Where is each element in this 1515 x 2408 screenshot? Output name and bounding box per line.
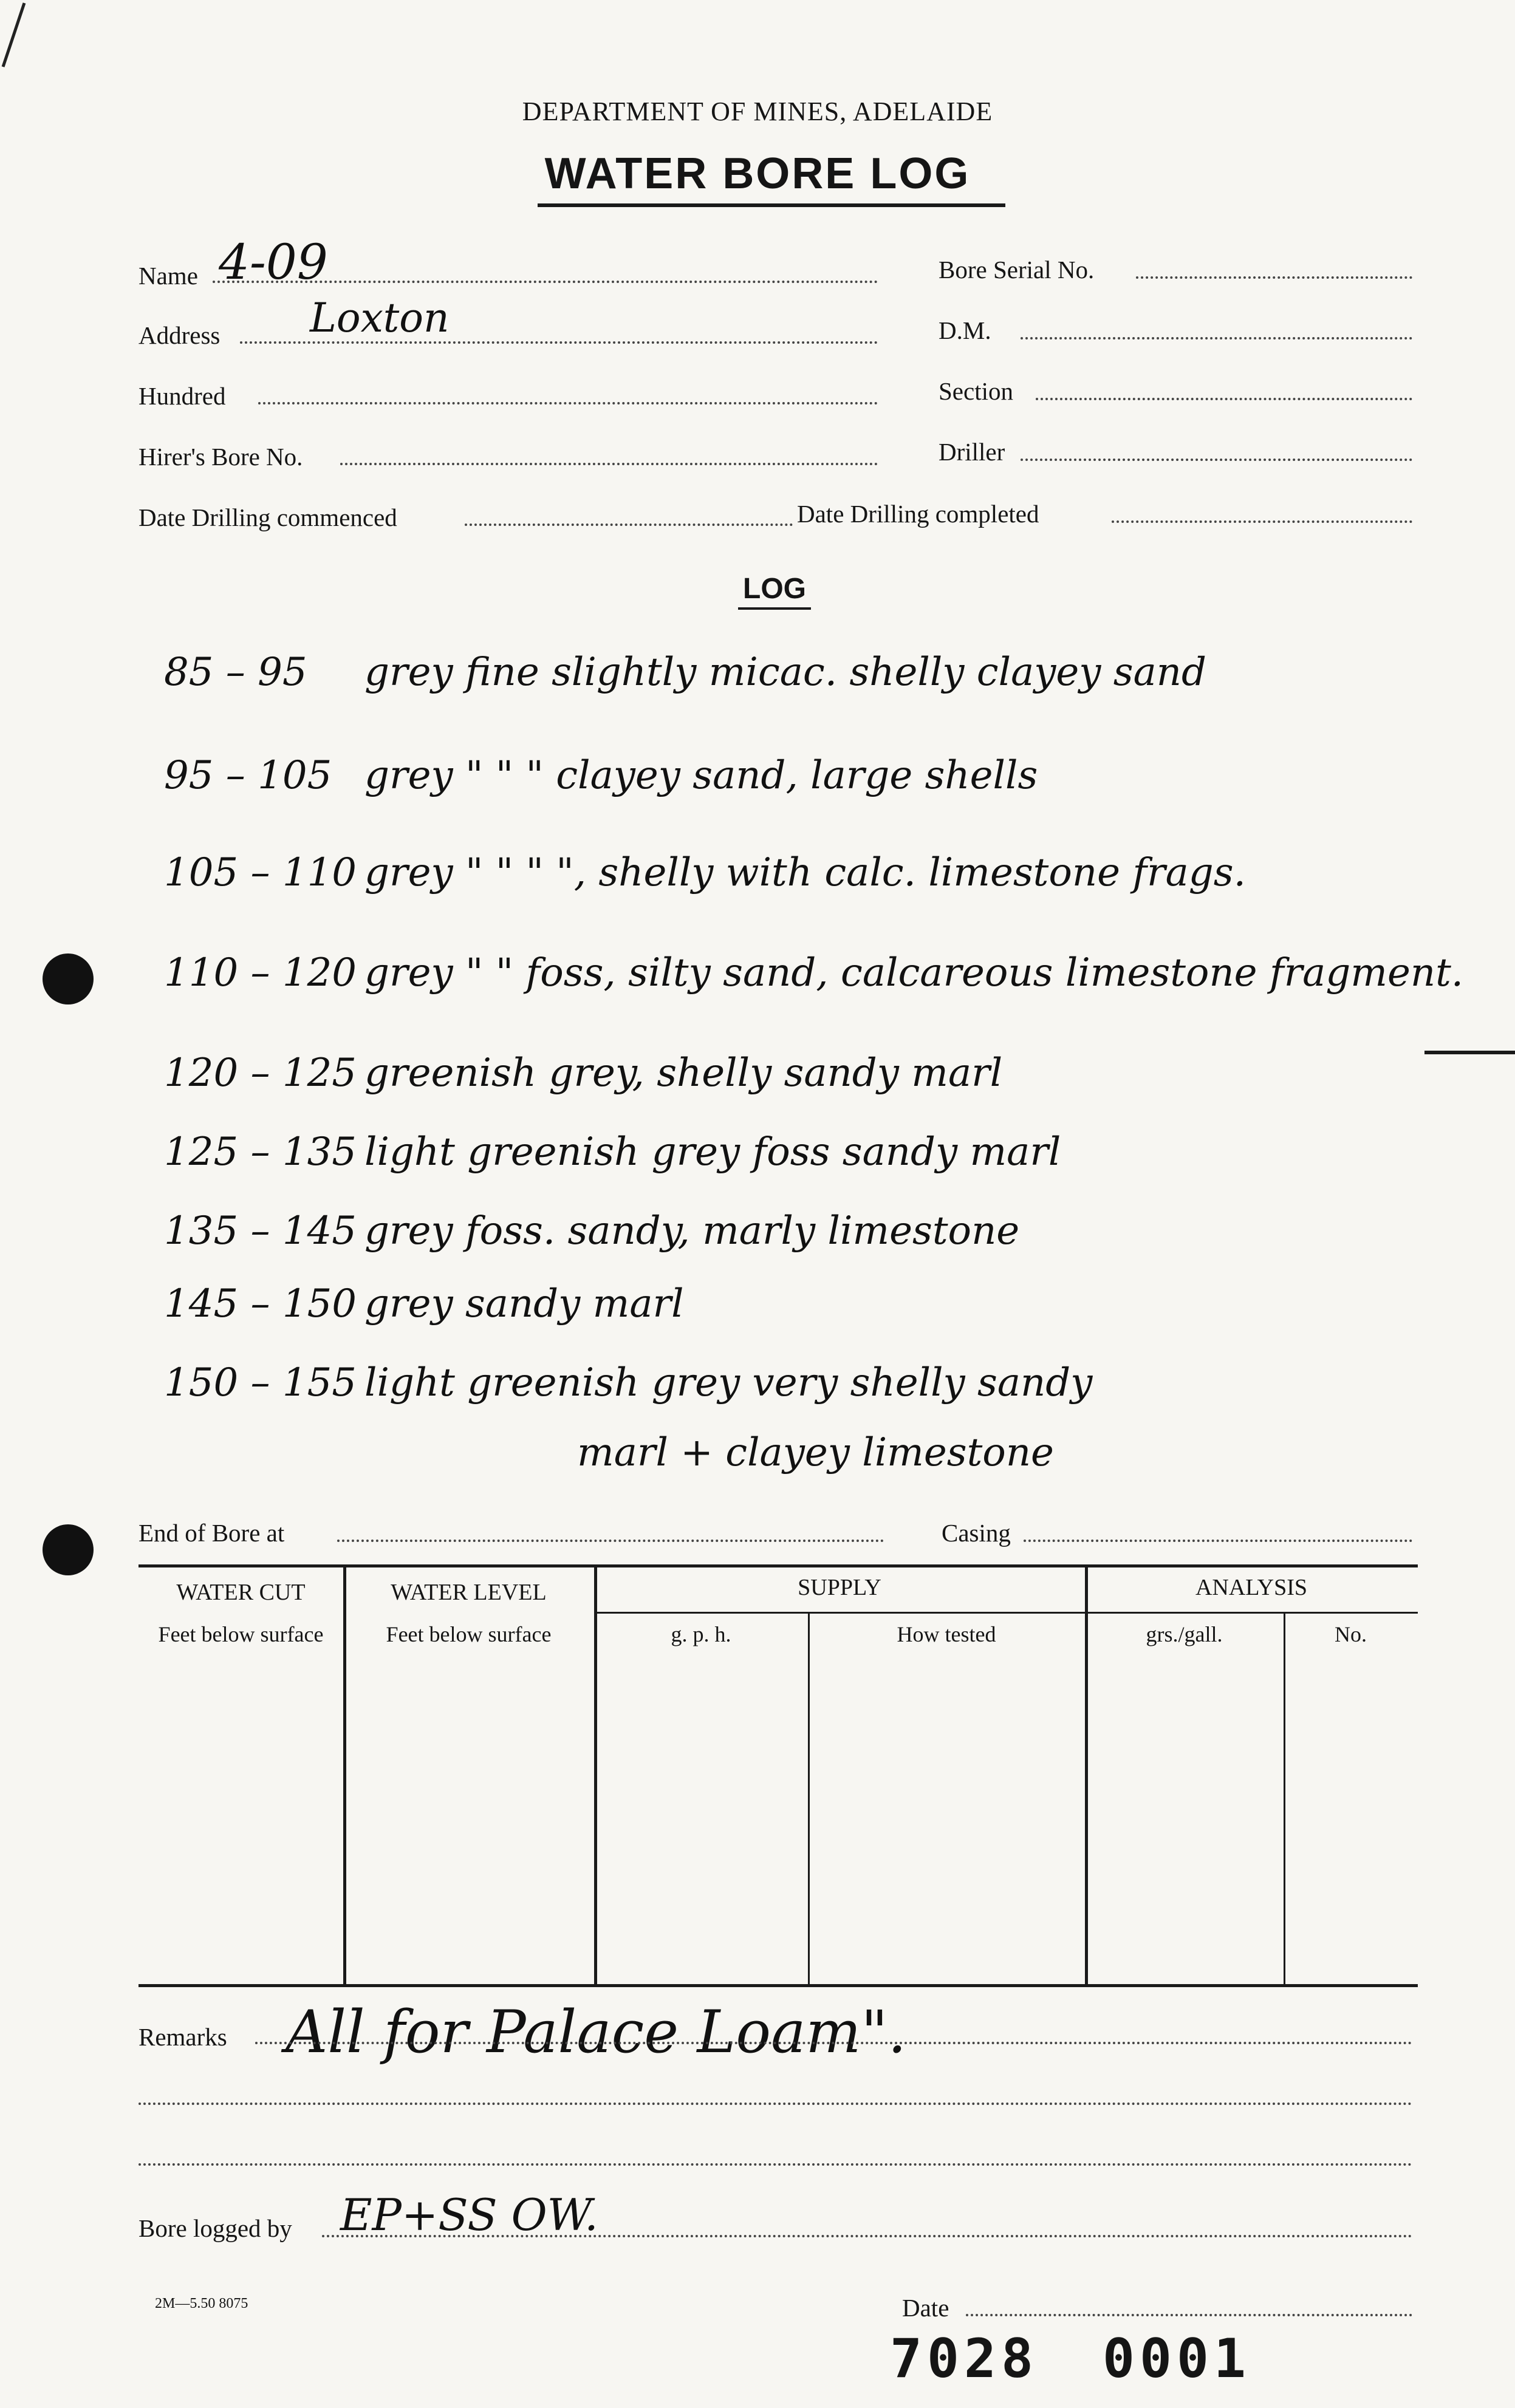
name-line (213, 281, 878, 283)
log-description: light greenish grey foss sandy marl (364, 1130, 1061, 1175)
log-description: grey " " " ", shelly with calc. limestone frags. (364, 850, 1246, 895)
print-code: 2M—5.50 8075 (155, 2296, 248, 2311)
end-of-bore-line (337, 1540, 884, 1542)
logged-by-line (322, 2235, 1412, 2237)
log-entries (164, 650, 1488, 1476)
water-cut-header: WATER CUT (176, 1580, 306, 1605)
log-description: grey fine slightly micac. shelly clayey sand (364, 650, 1206, 695)
remarks-line (139, 2163, 1412, 2166)
end-of-bore-label: End of Bore at (139, 1519, 285, 1547)
log-entry (164, 950, 1463, 995)
log-entry (164, 850, 1246, 895)
address-value: Loxton (310, 295, 450, 341)
water-level-subheader: Feet below surface (386, 1622, 552, 1646)
log-depth: 125 – 135 (164, 1130, 357, 1175)
no-header: No. (1335, 1622, 1367, 1646)
logged-by-value: EP+SS OW. (340, 2189, 598, 2240)
supply-subrule (594, 1612, 1085, 1614)
section-label: Section (939, 377, 1013, 405)
hundred-line (258, 402, 878, 404)
log-depth: 95 – 105 (164, 753, 332, 798)
log-entry (164, 1360, 1092, 1405)
driller-line (1021, 459, 1412, 461)
bore-serial-line (1136, 276, 1412, 279)
gph-header: g. p. h. (671, 1622, 731, 1646)
log-entry (164, 1130, 1061, 1175)
log-underline (738, 607, 811, 610)
dm-label: D.M. (939, 316, 991, 344)
form-title: WATER BORE LOG (544, 149, 971, 198)
department-heading: DEPARTMENT OF MINES, ADELAIDE (522, 97, 993, 126)
log-description: grey foss. sandy, marly limestone (364, 1209, 1020, 1253)
name-label: Name (139, 262, 198, 290)
supply-header: SUPPLY (798, 1575, 881, 1600)
log-depth: 105 – 110 (164, 850, 357, 895)
date-commenced-line (465, 524, 793, 526)
log-entry (164, 650, 1206, 695)
log-depth: 120 – 125 (164, 1051, 357, 1096)
document-number-right: 0001 (1103, 2327, 1251, 2390)
log-depth: 145 – 150 (164, 1281, 357, 1326)
log-depth: 135 – 145 (164, 1209, 357, 1253)
punch-hole-top (43, 953, 94, 1004)
address-label: Address (139, 321, 221, 349)
log-description: light greenish grey very shelly sandy (364, 1360, 1093, 1405)
log-depth: 110 – 120 (164, 950, 357, 995)
casing-line (1024, 1540, 1412, 1542)
table-divider (808, 1613, 810, 1987)
remarks-value: All for Palace Loam". (286, 1998, 907, 2066)
date-commenced-label: Date Drilling commenced (139, 503, 397, 531)
log-description: greenish grey, shelly sandy marl (364, 1051, 1003, 1096)
analysis-header: ANALYSIS (1195, 1575, 1308, 1600)
table-bottom-rule (139, 1984, 1418, 1987)
log-description: grey sandy marl (364, 1281, 684, 1326)
log-entry (164, 1430, 1054, 1475)
analysis-subrule (1085, 1612, 1418, 1614)
log-description: grey " " " clayey sand, large shells (364, 753, 1038, 798)
date-line (966, 2314, 1412, 2316)
corner-pen-mark (0, 0, 36, 73)
hirers-bore-line (340, 463, 878, 465)
punch-hole-bottom (43, 1524, 94, 1575)
how-tested-header: How tested (897, 1622, 996, 1646)
pen-dash-mark (1424, 1051, 1515, 1054)
hirers-bore-label: Hirer's Bore No. (139, 443, 303, 471)
document-number-left: 7028 (890, 2327, 1038, 2390)
water-cut-subheader: Feet below surface (158, 1622, 324, 1646)
log-entry (164, 1209, 1019, 1253)
remarks-label: Remarks (139, 2023, 227, 2051)
casing-label: Casing (942, 1519, 1011, 1547)
log-depth: 85 – 95 (164, 650, 307, 695)
date-completed-line (1112, 520, 1412, 523)
grs-gall-header: grs./gall. (1146, 1622, 1223, 1646)
date-label: Date (902, 2294, 949, 2322)
section-line (1036, 398, 1412, 400)
dm-line (1021, 337, 1412, 339)
remarks-line (255, 2042, 1412, 2044)
water-level-header: WATER LEVEL (391, 1580, 547, 1605)
title-underline (538, 203, 1005, 207)
table-top-rule (139, 1564, 1418, 1567)
log-description: marl + clayey limestone (577, 1430, 1054, 1475)
remarks-line (139, 2103, 1412, 2105)
logged-by-label: Bore logged by (139, 2214, 292, 2242)
water-table (139, 1564, 1418, 1987)
driller-label: Driller (939, 438, 1005, 466)
log-description: grey " " foss, silty sand, calcareous limestone fragment. (364, 950, 1464, 995)
date-completed-label: Date Drilling completed (797, 500, 1039, 528)
name-value: 4-09 (219, 234, 328, 290)
hundred-label: Hundred (139, 382, 226, 410)
log-depth: 150 – 155 (164, 1360, 357, 1405)
table-divider (1284, 1613, 1285, 1987)
address-line (240, 341, 878, 344)
bore-serial-label: Bore Serial No. (939, 256, 1095, 284)
log-heading: LOG (743, 573, 806, 605)
log-entry (164, 753, 1038, 798)
log-entry (164, 1281, 684, 1326)
log-entry (164, 1051, 1002, 1096)
